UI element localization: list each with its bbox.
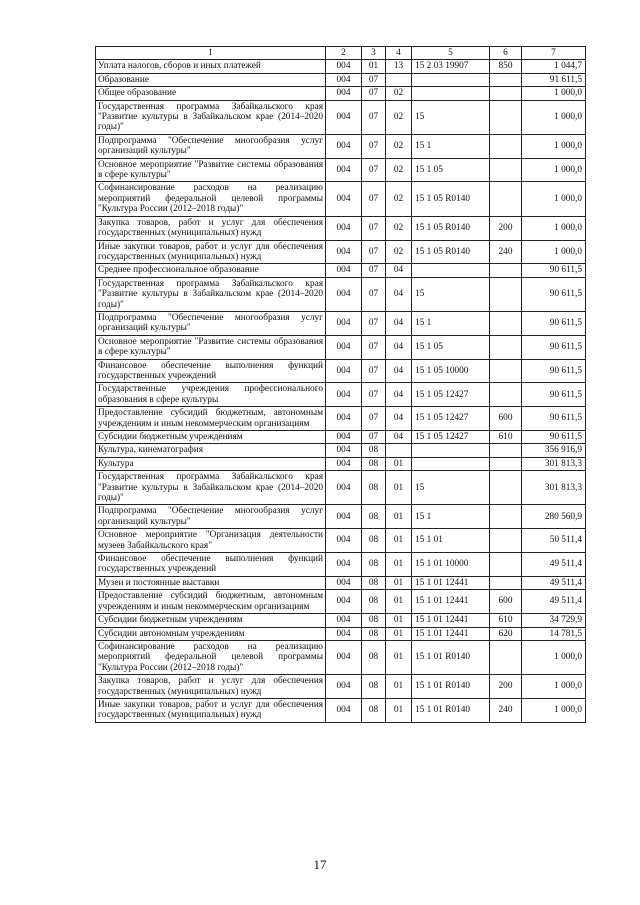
row-name: Субсидии бюджетным учреждениям bbox=[96, 614, 326, 627]
row-name: Государственные учреждения профессионального образования в сфере культуры bbox=[96, 383, 326, 407]
row-name: Финансовое обеспечение выполнения функций государственных учреждений bbox=[96, 553, 326, 577]
expense-type-code bbox=[490, 553, 522, 577]
subsection-code: 01 bbox=[386, 627, 412, 640]
expense-type-code bbox=[490, 576, 522, 589]
subsection-code: 01 bbox=[386, 553, 412, 577]
table-row bbox=[96, 640, 586, 674]
target-article-code: 15 bbox=[412, 100, 490, 134]
expense-type-code bbox=[490, 471, 522, 505]
ministry-code: 004 bbox=[326, 87, 362, 100]
subsection-code: 01 bbox=[386, 698, 412, 722]
subsection-code: 01 bbox=[386, 505, 412, 529]
amount: 91 611,5 bbox=[522, 73, 586, 86]
amount: 90 611,5 bbox=[522, 431, 586, 444]
ministry-code: 004 bbox=[326, 698, 362, 722]
expense-type-code bbox=[490, 529, 522, 553]
section-code: 01 bbox=[362, 60, 386, 73]
table-row bbox=[96, 471, 586, 505]
target-article-code: 15 1 bbox=[412, 134, 490, 158]
target-article-code: 15 1 01 12441 bbox=[412, 614, 490, 627]
ministry-code: 004 bbox=[326, 60, 362, 73]
subsection-code: 04 bbox=[386, 311, 412, 335]
expense-type-code: 600 bbox=[490, 590, 522, 614]
target-article-code: 15 1 01 12441 bbox=[412, 627, 490, 640]
amount: 50 511,4 bbox=[522, 529, 586, 553]
expense-type-code bbox=[490, 182, 522, 216]
target-article-code bbox=[412, 264, 490, 277]
section-code: 07 bbox=[362, 158, 386, 182]
section-code: 07 bbox=[362, 277, 386, 311]
amount: 1 000,0 bbox=[522, 675, 586, 699]
row-name: Софинансирование расходов на реализацию мероприятий федеральной целевой программы "Культура России (2012–2018 годы)" bbox=[96, 640, 326, 674]
ministry-code: 004 bbox=[326, 216, 362, 240]
column-header: 6 bbox=[490, 47, 522, 60]
section-code: 07 bbox=[362, 216, 386, 240]
table-row bbox=[96, 505, 586, 529]
subsection-code bbox=[386, 73, 412, 86]
column-header: 2 bbox=[326, 47, 362, 60]
table-row bbox=[96, 216, 586, 240]
row-name: Государственная программа Забайкальского края "Развитие культуры в Забайкальском крае (2014–2020 годы)" bbox=[96, 277, 326, 311]
expense-type-code: 240 bbox=[490, 698, 522, 722]
target-article-code: 15 1 01 bbox=[412, 529, 490, 553]
ministry-code: 004 bbox=[326, 576, 362, 589]
table-row bbox=[96, 100, 586, 134]
table-row bbox=[96, 407, 586, 431]
column-header: 4 bbox=[386, 47, 412, 60]
table-row bbox=[96, 444, 586, 457]
target-article-code: 15 1 01 12441 bbox=[412, 576, 490, 589]
target-article-code: 15 bbox=[412, 471, 490, 505]
amount: 90 611,5 bbox=[522, 277, 586, 311]
target-article-code: 15 1 05 10000 bbox=[412, 359, 490, 383]
expense-type-code bbox=[490, 457, 522, 470]
target-article-code: 15 1 01 R0140 bbox=[412, 698, 490, 722]
table-row bbox=[96, 182, 586, 216]
subsection-code: 01 bbox=[386, 457, 412, 470]
subsection-code: 13 bbox=[386, 60, 412, 73]
ministry-code: 004 bbox=[326, 431, 362, 444]
subsection-code: 04 bbox=[386, 359, 412, 383]
target-article-code bbox=[412, 87, 490, 100]
expense-type-code bbox=[490, 73, 522, 86]
row-name: Среднее профессиональное образование bbox=[96, 264, 326, 277]
table-row bbox=[96, 264, 586, 277]
expense-type-code bbox=[490, 311, 522, 335]
row-name: Закупка товаров, работ и услуг для обеспечения государственных (муниципальных) нужд bbox=[96, 216, 326, 240]
section-code: 07 bbox=[362, 383, 386, 407]
section-code: 07 bbox=[362, 264, 386, 277]
section-code: 08 bbox=[362, 614, 386, 627]
section-code: 07 bbox=[362, 407, 386, 431]
expense-type-code: 850 bbox=[490, 60, 522, 73]
expense-type-code bbox=[490, 158, 522, 182]
subsection-code: 02 bbox=[386, 134, 412, 158]
subsection-code: 04 bbox=[386, 431, 412, 444]
expense-type-code bbox=[490, 87, 522, 100]
ministry-code: 004 bbox=[326, 407, 362, 431]
ministry-code: 004 bbox=[326, 158, 362, 182]
section-code: 07 bbox=[362, 431, 386, 444]
row-name: Музеи и постоянные выставки bbox=[96, 576, 326, 589]
table-row bbox=[96, 134, 586, 158]
table-body bbox=[96, 60, 586, 722]
row-name: Основное мероприятие "Развитие системы образования в сфере культуры" bbox=[96, 158, 326, 182]
row-name: Субсидии бюджетным учреждениям bbox=[96, 431, 326, 444]
target-article-code: 15 1 05 bbox=[412, 158, 490, 182]
row-name: Государственная программа Забайкальского края "Развитие культуры в Забайкальском крае (2014–2020 годы)" bbox=[96, 100, 326, 134]
ministry-code: 004 bbox=[326, 240, 362, 264]
row-name: Субсидии автономным учреждениям bbox=[96, 627, 326, 640]
row-name: Образование bbox=[96, 73, 326, 86]
section-code: 08 bbox=[362, 698, 386, 722]
amount: 49 511,4 bbox=[522, 576, 586, 589]
ministry-code: 004 bbox=[326, 311, 362, 335]
subsection-code: 01 bbox=[386, 590, 412, 614]
target-article-code: 15 2 03 19907 bbox=[412, 60, 490, 73]
section-code: 08 bbox=[362, 590, 386, 614]
amount: 1 000,0 bbox=[522, 240, 586, 264]
ministry-code: 004 bbox=[326, 675, 362, 699]
section-code: 08 bbox=[362, 627, 386, 640]
ministry-code: 004 bbox=[326, 640, 362, 674]
row-name: Иные закупки товаров, работ и услуг для обеспечения государственных (муниципальных) нужд bbox=[96, 698, 326, 722]
target-article-code: 15 1 05 12427 bbox=[412, 383, 490, 407]
subsection-code: 02 bbox=[386, 100, 412, 134]
subsection-code: 01 bbox=[386, 471, 412, 505]
ministry-code: 004 bbox=[326, 182, 362, 216]
subsection-code: 04 bbox=[386, 383, 412, 407]
row-name: Культура bbox=[96, 457, 326, 470]
row-name: Основное мероприятие "Организация деятельности музеев Забайкальского края" bbox=[96, 529, 326, 553]
target-article-code: 15 1 01 10000 bbox=[412, 553, 490, 577]
amount: 1 000,0 bbox=[522, 100, 586, 134]
ministry-code: 004 bbox=[326, 335, 362, 359]
subsection-code: 02 bbox=[386, 182, 412, 216]
target-article-code: 15 1 05 12427 bbox=[412, 431, 490, 444]
table-row bbox=[96, 240, 586, 264]
amount: 34 729,9 bbox=[522, 614, 586, 627]
table-row bbox=[96, 590, 586, 614]
ministry-code: 004 bbox=[326, 590, 362, 614]
table-row bbox=[96, 457, 586, 470]
row-name: Общее образование bbox=[96, 87, 326, 100]
column-header: 5 bbox=[412, 47, 490, 60]
row-name: Иные закупки товаров, работ и услуг для обеспечения государственных (муниципальных) нужд bbox=[96, 240, 326, 264]
subsection-code: 01 bbox=[386, 576, 412, 589]
row-name: Подпрограмма "Обеспечение многообразия услуг организаций культуры" bbox=[96, 134, 326, 158]
ministry-code: 004 bbox=[326, 627, 362, 640]
page-number: 17 bbox=[313, 857, 327, 872]
row-name: Подпрограмма "Обеспечение многообразия услуг организаций культуры" bbox=[96, 311, 326, 335]
section-code: 07 bbox=[362, 182, 386, 216]
target-article-code: 15 1 01 R0140 bbox=[412, 675, 490, 699]
target-article-code: 15 1 05 R0140 bbox=[412, 216, 490, 240]
section-code: 08 bbox=[362, 553, 386, 577]
table-row bbox=[96, 614, 586, 627]
amount: 90 611,5 bbox=[522, 359, 586, 383]
section-code: 08 bbox=[362, 640, 386, 674]
section-code: 07 bbox=[362, 134, 386, 158]
section-code: 07 bbox=[362, 311, 386, 335]
subsection-code: 01 bbox=[386, 675, 412, 699]
amount: 1 000,0 bbox=[522, 182, 586, 216]
target-article-code bbox=[412, 457, 490, 470]
target-article-code: 15 bbox=[412, 277, 490, 311]
target-article-code: 15 1 01 12441 bbox=[412, 590, 490, 614]
table-row bbox=[96, 529, 586, 553]
row-name: Предоставление субсидий бюджетным, автономным учреждениям и иным некоммерческим организациям bbox=[96, 407, 326, 431]
expense-type-code bbox=[490, 505, 522, 529]
table-row bbox=[96, 158, 586, 182]
ministry-code: 004 bbox=[326, 529, 362, 553]
table-row bbox=[96, 311, 586, 335]
budget-table bbox=[95, 46, 586, 723]
target-article-code: 15 1 bbox=[412, 311, 490, 335]
ministry-code: 004 bbox=[326, 471, 362, 505]
row-name: Подпрограмма "Обеспечение многообразия услуг организаций культуры" bbox=[96, 505, 326, 529]
amount: 49 511,4 bbox=[522, 590, 586, 614]
amount: 1 000,0 bbox=[522, 134, 586, 158]
amount: 301 813,3 bbox=[522, 457, 586, 470]
table-row bbox=[96, 359, 586, 383]
section-code: 08 bbox=[362, 471, 386, 505]
section-code: 08 bbox=[362, 457, 386, 470]
expense-type-code: 610 bbox=[490, 614, 522, 627]
table-row bbox=[96, 627, 586, 640]
row-name: Государственная программа Забайкальского края "Развитие культуры в Забайкальском крае (2014–2020 годы)" bbox=[96, 471, 326, 505]
target-article-code: 15 1 05 R0140 bbox=[412, 240, 490, 264]
amount: 280 560,9 bbox=[522, 505, 586, 529]
row-name: Финансовое обеспечение выполнения функций государственных учреждений bbox=[96, 359, 326, 383]
ministry-code: 004 bbox=[326, 359, 362, 383]
table-row bbox=[96, 335, 586, 359]
section-code: 08 bbox=[362, 505, 386, 529]
expense-type-code bbox=[490, 100, 522, 134]
row-name: Предоставление субсидий бюджетным, автономным учреждениям и иным некоммерческим организациям bbox=[96, 590, 326, 614]
target-article-code bbox=[412, 444, 490, 457]
section-code: 08 bbox=[362, 576, 386, 589]
row-name: Основное мероприятие "Развитие системы образования в сфере культуры" bbox=[96, 335, 326, 359]
table-row bbox=[96, 383, 586, 407]
section-code: 07 bbox=[362, 87, 386, 100]
amount: 1 000,0 bbox=[522, 158, 586, 182]
section-code: 07 bbox=[362, 73, 386, 86]
subsection-code: 02 bbox=[386, 216, 412, 240]
ministry-code: 004 bbox=[326, 264, 362, 277]
subsection-code: 02 bbox=[386, 87, 412, 100]
expense-type-code bbox=[490, 640, 522, 674]
ministry-code: 004 bbox=[326, 383, 362, 407]
subsection-code: 04 bbox=[386, 264, 412, 277]
row-name: Софинансирование расходов на реализацию мероприятий федеральной целевой программы "Культура России (2012–2018 годы)" bbox=[96, 182, 326, 216]
section-code: 08 bbox=[362, 444, 386, 457]
ministry-code: 004 bbox=[326, 277, 362, 311]
amount: 1 000,0 bbox=[522, 87, 586, 100]
ministry-code: 004 bbox=[326, 553, 362, 577]
row-name: Закупка товаров, работ и услуг для обеспечения государственных (муниципальных) нужд bbox=[96, 675, 326, 699]
amount: 90 611,5 bbox=[522, 383, 586, 407]
amount: 90 611,5 bbox=[522, 335, 586, 359]
expense-type-code: 600 bbox=[490, 407, 522, 431]
section-code: 07 bbox=[362, 359, 386, 383]
subsection-code: 01 bbox=[386, 640, 412, 674]
subsection-code: 04 bbox=[386, 335, 412, 359]
row-name: Культура, кинематография bbox=[96, 444, 326, 457]
target-article-code: 15 1 05 R0140 bbox=[412, 182, 490, 216]
ministry-code: 004 bbox=[326, 73, 362, 86]
expense-type-code: 620 bbox=[490, 627, 522, 640]
table-row bbox=[96, 431, 586, 444]
table-row bbox=[96, 277, 586, 311]
expense-type-code: 200 bbox=[490, 675, 522, 699]
subsection-code bbox=[386, 444, 412, 457]
amount: 90 611,5 bbox=[522, 264, 586, 277]
table-header-row bbox=[96, 47, 586, 60]
amount: 1 000,0 bbox=[522, 640, 586, 674]
ministry-code: 004 bbox=[326, 457, 362, 470]
table-row bbox=[96, 60, 586, 73]
target-article-code bbox=[412, 73, 490, 86]
expense-type-code: 610 bbox=[490, 431, 522, 444]
expense-type-code bbox=[490, 134, 522, 158]
expense-type-code bbox=[490, 264, 522, 277]
table-row bbox=[96, 576, 586, 589]
table-row bbox=[96, 698, 586, 722]
amount: 90 611,5 bbox=[522, 311, 586, 335]
ministry-code: 004 bbox=[326, 100, 362, 134]
subsection-code: 01 bbox=[386, 614, 412, 627]
amount: 90 611,5 bbox=[522, 407, 586, 431]
expense-type-code bbox=[490, 383, 522, 407]
table-row bbox=[96, 675, 586, 699]
row-name: Уплата налогов, сборов и иных платежей bbox=[96, 60, 326, 73]
subsection-code: 01 bbox=[386, 529, 412, 553]
amount: 49 511,4 bbox=[522, 553, 586, 577]
section-code: 08 bbox=[362, 529, 386, 553]
column-header: 7 bbox=[522, 47, 586, 60]
target-article-code: 15 1 01 R0140 bbox=[412, 640, 490, 674]
expense-type-code: 200 bbox=[490, 216, 522, 240]
target-article-code: 15 1 05 12427 bbox=[412, 407, 490, 431]
ministry-code: 004 bbox=[326, 505, 362, 529]
subsection-code: 02 bbox=[386, 240, 412, 264]
amount: 301 813,3 bbox=[522, 471, 586, 505]
ministry-code: 004 bbox=[326, 134, 362, 158]
expense-type-code bbox=[490, 444, 522, 457]
ministry-code: 004 bbox=[326, 444, 362, 457]
target-article-code: 15 1 05 bbox=[412, 335, 490, 359]
subsection-code: 04 bbox=[386, 407, 412, 431]
table-row bbox=[96, 87, 586, 100]
table-row bbox=[96, 553, 586, 577]
amount: 356 916,9 bbox=[522, 444, 586, 457]
column-header: 3 bbox=[362, 47, 386, 60]
amount: 1 000,0 bbox=[522, 698, 586, 722]
subsection-code: 04 bbox=[386, 277, 412, 311]
amount: 1 044,7 bbox=[522, 60, 586, 73]
expense-type-code: 240 bbox=[490, 240, 522, 264]
column-header: 1 bbox=[96, 47, 326, 60]
amount: 1 000,0 bbox=[522, 216, 586, 240]
amount: 14 781,5 bbox=[522, 627, 586, 640]
section-code: 07 bbox=[362, 100, 386, 134]
section-code: 07 bbox=[362, 240, 386, 264]
table-row bbox=[96, 73, 586, 86]
subsection-code: 02 bbox=[386, 158, 412, 182]
target-article-code: 15 1 bbox=[412, 505, 490, 529]
section-code: 07 bbox=[362, 335, 386, 359]
expense-type-code bbox=[490, 359, 522, 383]
expense-type-code bbox=[490, 335, 522, 359]
expense-type-code bbox=[490, 277, 522, 311]
section-code: 08 bbox=[362, 675, 386, 699]
ministry-code: 004 bbox=[326, 614, 362, 627]
